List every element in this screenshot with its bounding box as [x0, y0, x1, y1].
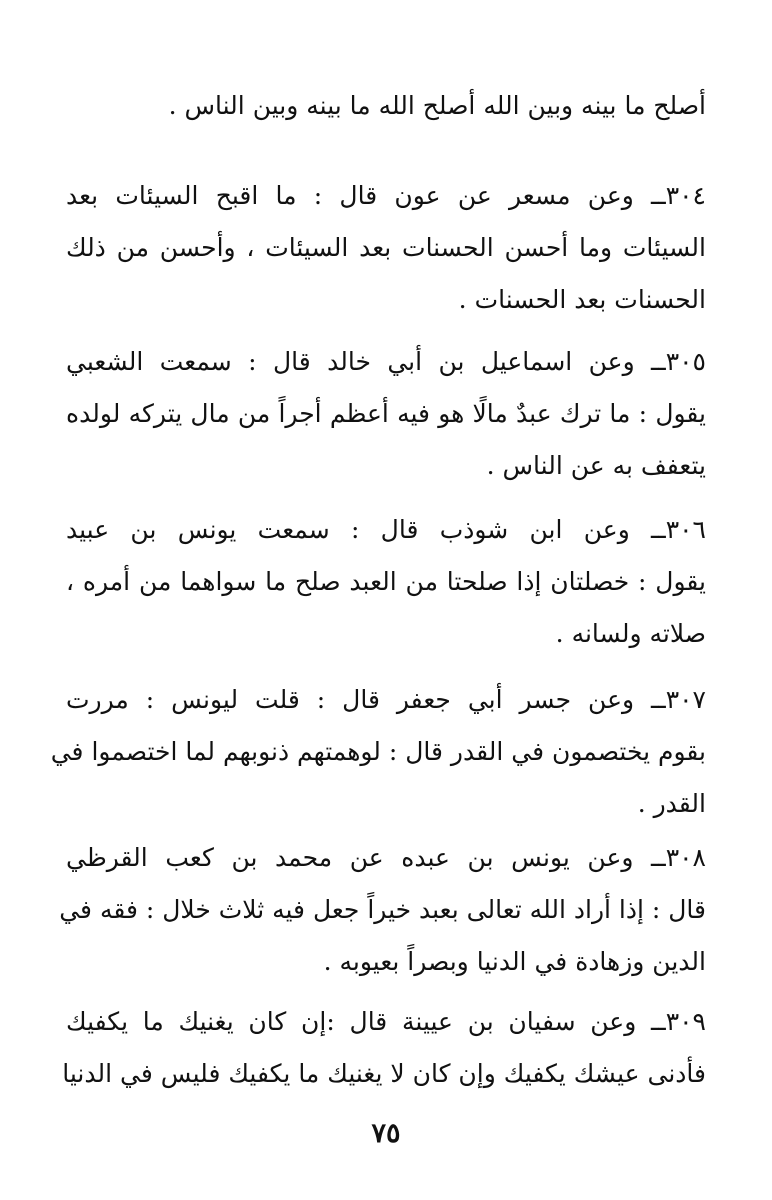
text-line: فأدنى عيشك يكفيك وإن كان لا يغنيك ما يكفيك فليس في الدنيا: [62, 1059, 706, 1088]
text-line: ٣٠٩ــ وعن سفيان بن عيينة قال :إن كان يغنيك ما يكفيك: [66, 1007, 706, 1036]
text-line: السيئات وما أحسن الحسنات بعد السيئات ، وأحسن من ذلك: [66, 233, 706, 262]
text-line: ٣٠٧ــ وعن جسر أبي جعفر قال : قلت ليونس : مررت: [66, 685, 706, 714]
paragraph-307: [50, 674, 706, 830]
text-line: القدر .: [637, 789, 706, 818]
text-line: أصلح ما بينه وبين الله أصلح الله ما بينه وبين الناس .: [168, 91, 706, 120]
text-line: يقول : خصلتان إذا صلحتا من العبد صلح ما سواهما من أمره ،: [66, 567, 706, 596]
text-line: قال : إذا أراد الله تعالى بعبد خيراً جعل فيه ثلاث خلال : فقه في: [59, 895, 706, 924]
text-line: الدين وزهادة في الدنيا وبصراً بعيوبه .: [323, 947, 706, 976]
paragraph-309: [62, 996, 706, 1100]
paragraph-304: [66, 170, 706, 326]
text-line: ٣٠٨ــ وعن يونس بن عبده عن محمد بن كعب القرظي: [66, 843, 706, 872]
paragraph-308: [59, 832, 706, 988]
page-number: ٧٥: [371, 1118, 401, 1149]
paragraph-305: [66, 336, 706, 492]
text-line: ٣٠٥ــ وعن اسماعيل بن أبي خالد قال : سمعت الشعبي: [66, 347, 706, 376]
text-line: ٣٠٤ــ وعن مسعر عن عون قال : ما اقبح السيئات بعد: [66, 181, 706, 210]
text-line: الحسنات بعد الحسنات .: [458, 285, 706, 314]
paragraph-306: [66, 504, 706, 660]
paragraph-continuation: [66, 80, 706, 132]
text-line: يتعفف به عن الناس .: [486, 451, 706, 480]
text-line: صلاته ولسانه .: [555, 619, 706, 648]
text-line: بقوم يختصمون في القدر قال : لوهمتهم ذنوبهم لما اختصموا في: [50, 737, 706, 766]
text-line: يقول : ما ترك عبدٌ مالًا هو فيه أعظم أجراً من مال يتركه لولده: [66, 399, 706, 428]
text-line: ٣٠٦ــ وعن ابن شوذب قال : سمعت يونس بن عبيد: [66, 515, 706, 544]
